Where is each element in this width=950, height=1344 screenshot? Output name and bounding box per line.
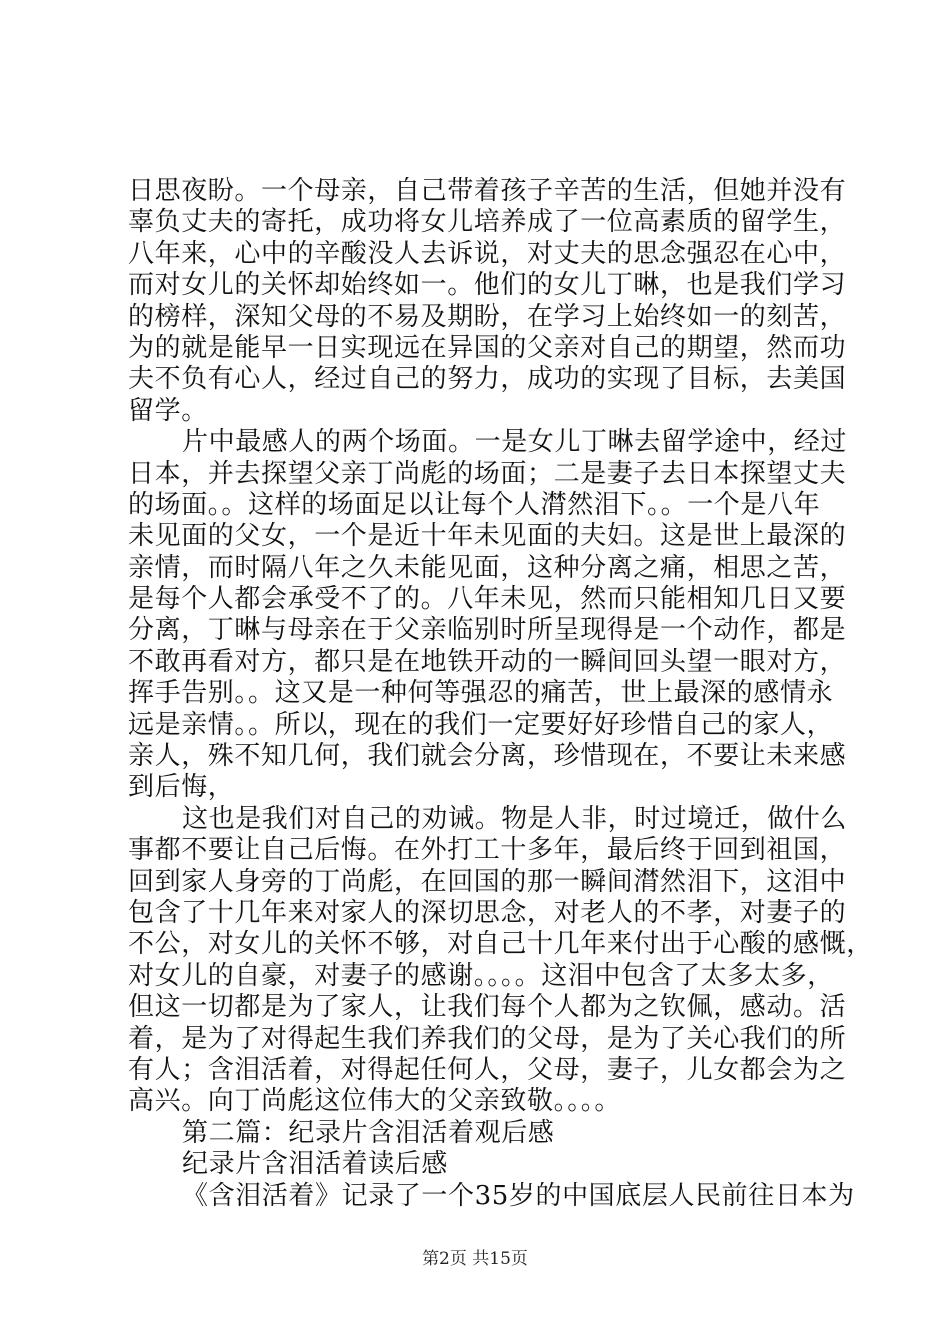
text-line: 对女儿的自豪，对妻子的感谢。。。。这泪中包含了太多太多，: [128, 960, 834, 991]
text-line: 辜负丈夫的寄托，成功将女儿培养成了一位高素质的留学生，: [128, 207, 847, 238]
text-line: 留学。: [128, 395, 208, 426]
text-line: 亲情，而时隔八年之久未能见面，这种分离之痛，相思之苦，: [128, 552, 847, 583]
text-line: 事都不要让自己后悔。在外打工十多年，最后终于回到祖国，: [128, 835, 847, 866]
text-line: 《含泪活着》记录了一个35岁的中国底层人民前往日本为: [182, 1180, 855, 1211]
text-line: 回到家人身旁的丁尚彪，在回国的那一瞬间潸然泪下，这泪中: [128, 866, 847, 897]
text-line: 但这一切都是为了家人，让我们每个人都为之钦佩，感动。活: [128, 992, 847, 1023]
text-line: 不公，对女儿的关怀不够，对自己十几年来付出于心酸的感慨，: [128, 929, 873, 960]
text-line: 这也是我们对自己的劝诫。物是人非，时过境迁，做什么: [182, 803, 848, 834]
text-line: 的场面。。这样的场面足以让每个人潸然泪下。。一个是八年: [128, 489, 821, 520]
text-line: 挥手告别。。这又是一种何等强忍的痛苦，世上最深的感情永: [128, 678, 834, 709]
text-line: 是每个人都会承受不了的。八年未见，然而只能相知几日又要: [128, 584, 847, 615]
text-line: 片中最感人的两个场面。一是女儿丁晽去留学途中，经过: [182, 427, 848, 458]
text-line: 的榜样，深知父母的不易及期盼，在学习上始终如一的刻苦，: [128, 301, 847, 332]
text-line: 日思夜盼。一个母亲，自己带着孩子辛苦的生活，但她并没有: [128, 176, 847, 206]
text-line: 第二篇：纪录片含泪活着观后感: [182, 1117, 555, 1148]
text-line: 未见面的父女，一个是近十年未见面的夫妇。这是世上最深的: [128, 521, 847, 552]
text-line: 不敢再看对方，都只是在地铁开动的一瞬间回头望一眼对方，: [128, 646, 847, 677]
text-line: 远是亲情。。所以，现在的我们一定要好好珍惜自己的家人，: [128, 709, 834, 740]
text-line: 纪录片含泪活着读后感: [182, 1149, 449, 1180]
text-line: 日本，并去探望父亲丁尚彪的场面；二是妻子去日本探望丈夫: [128, 458, 847, 489]
text-line: 着，是为了对得起生我们养我们的父母，是为了关心我们的所: [128, 1023, 847, 1054]
text-line: 亲人，殊不知几何，我们就会分离，珍惜现在，不要让未来感: [128, 741, 847, 772]
document-body: [128, 176, 873, 1212]
text-line: 高兴。向丁尚彪这位伟大的父亲致敬。。。。: [128, 1086, 622, 1117]
text-line: 夫不负有心人，经过自己的努力，成功的实现了目标，去美国: [128, 364, 847, 395]
page-footer: 第2页 共15页: [422, 1249, 528, 1269]
text-line: 八年来，心中的辛酸没人去诉说，对丈夫的思念强忍在心中，: [128, 238, 847, 269]
text-line: 而对女儿的关怀却始终如一。他们的女儿丁晽，也是我们学习: [128, 270, 847, 301]
text-line: 到后悔，: [128, 772, 235, 803]
text-line: 分离，丁晽与母亲在于父亲临别时所呈现得是一个动作，都是: [128, 615, 847, 646]
text-line: 为的就是能早一日实现远在异国的父亲对自己的期望，然而功: [128, 332, 847, 363]
text-line: 有人；含泪活着，对得起任何人，父母，妻子，儿女都会为之: [128, 1054, 847, 1085]
text-line: 包含了十几年来对家人的深切思念，对老人的不孝，对妻子的: [128, 897, 847, 928]
